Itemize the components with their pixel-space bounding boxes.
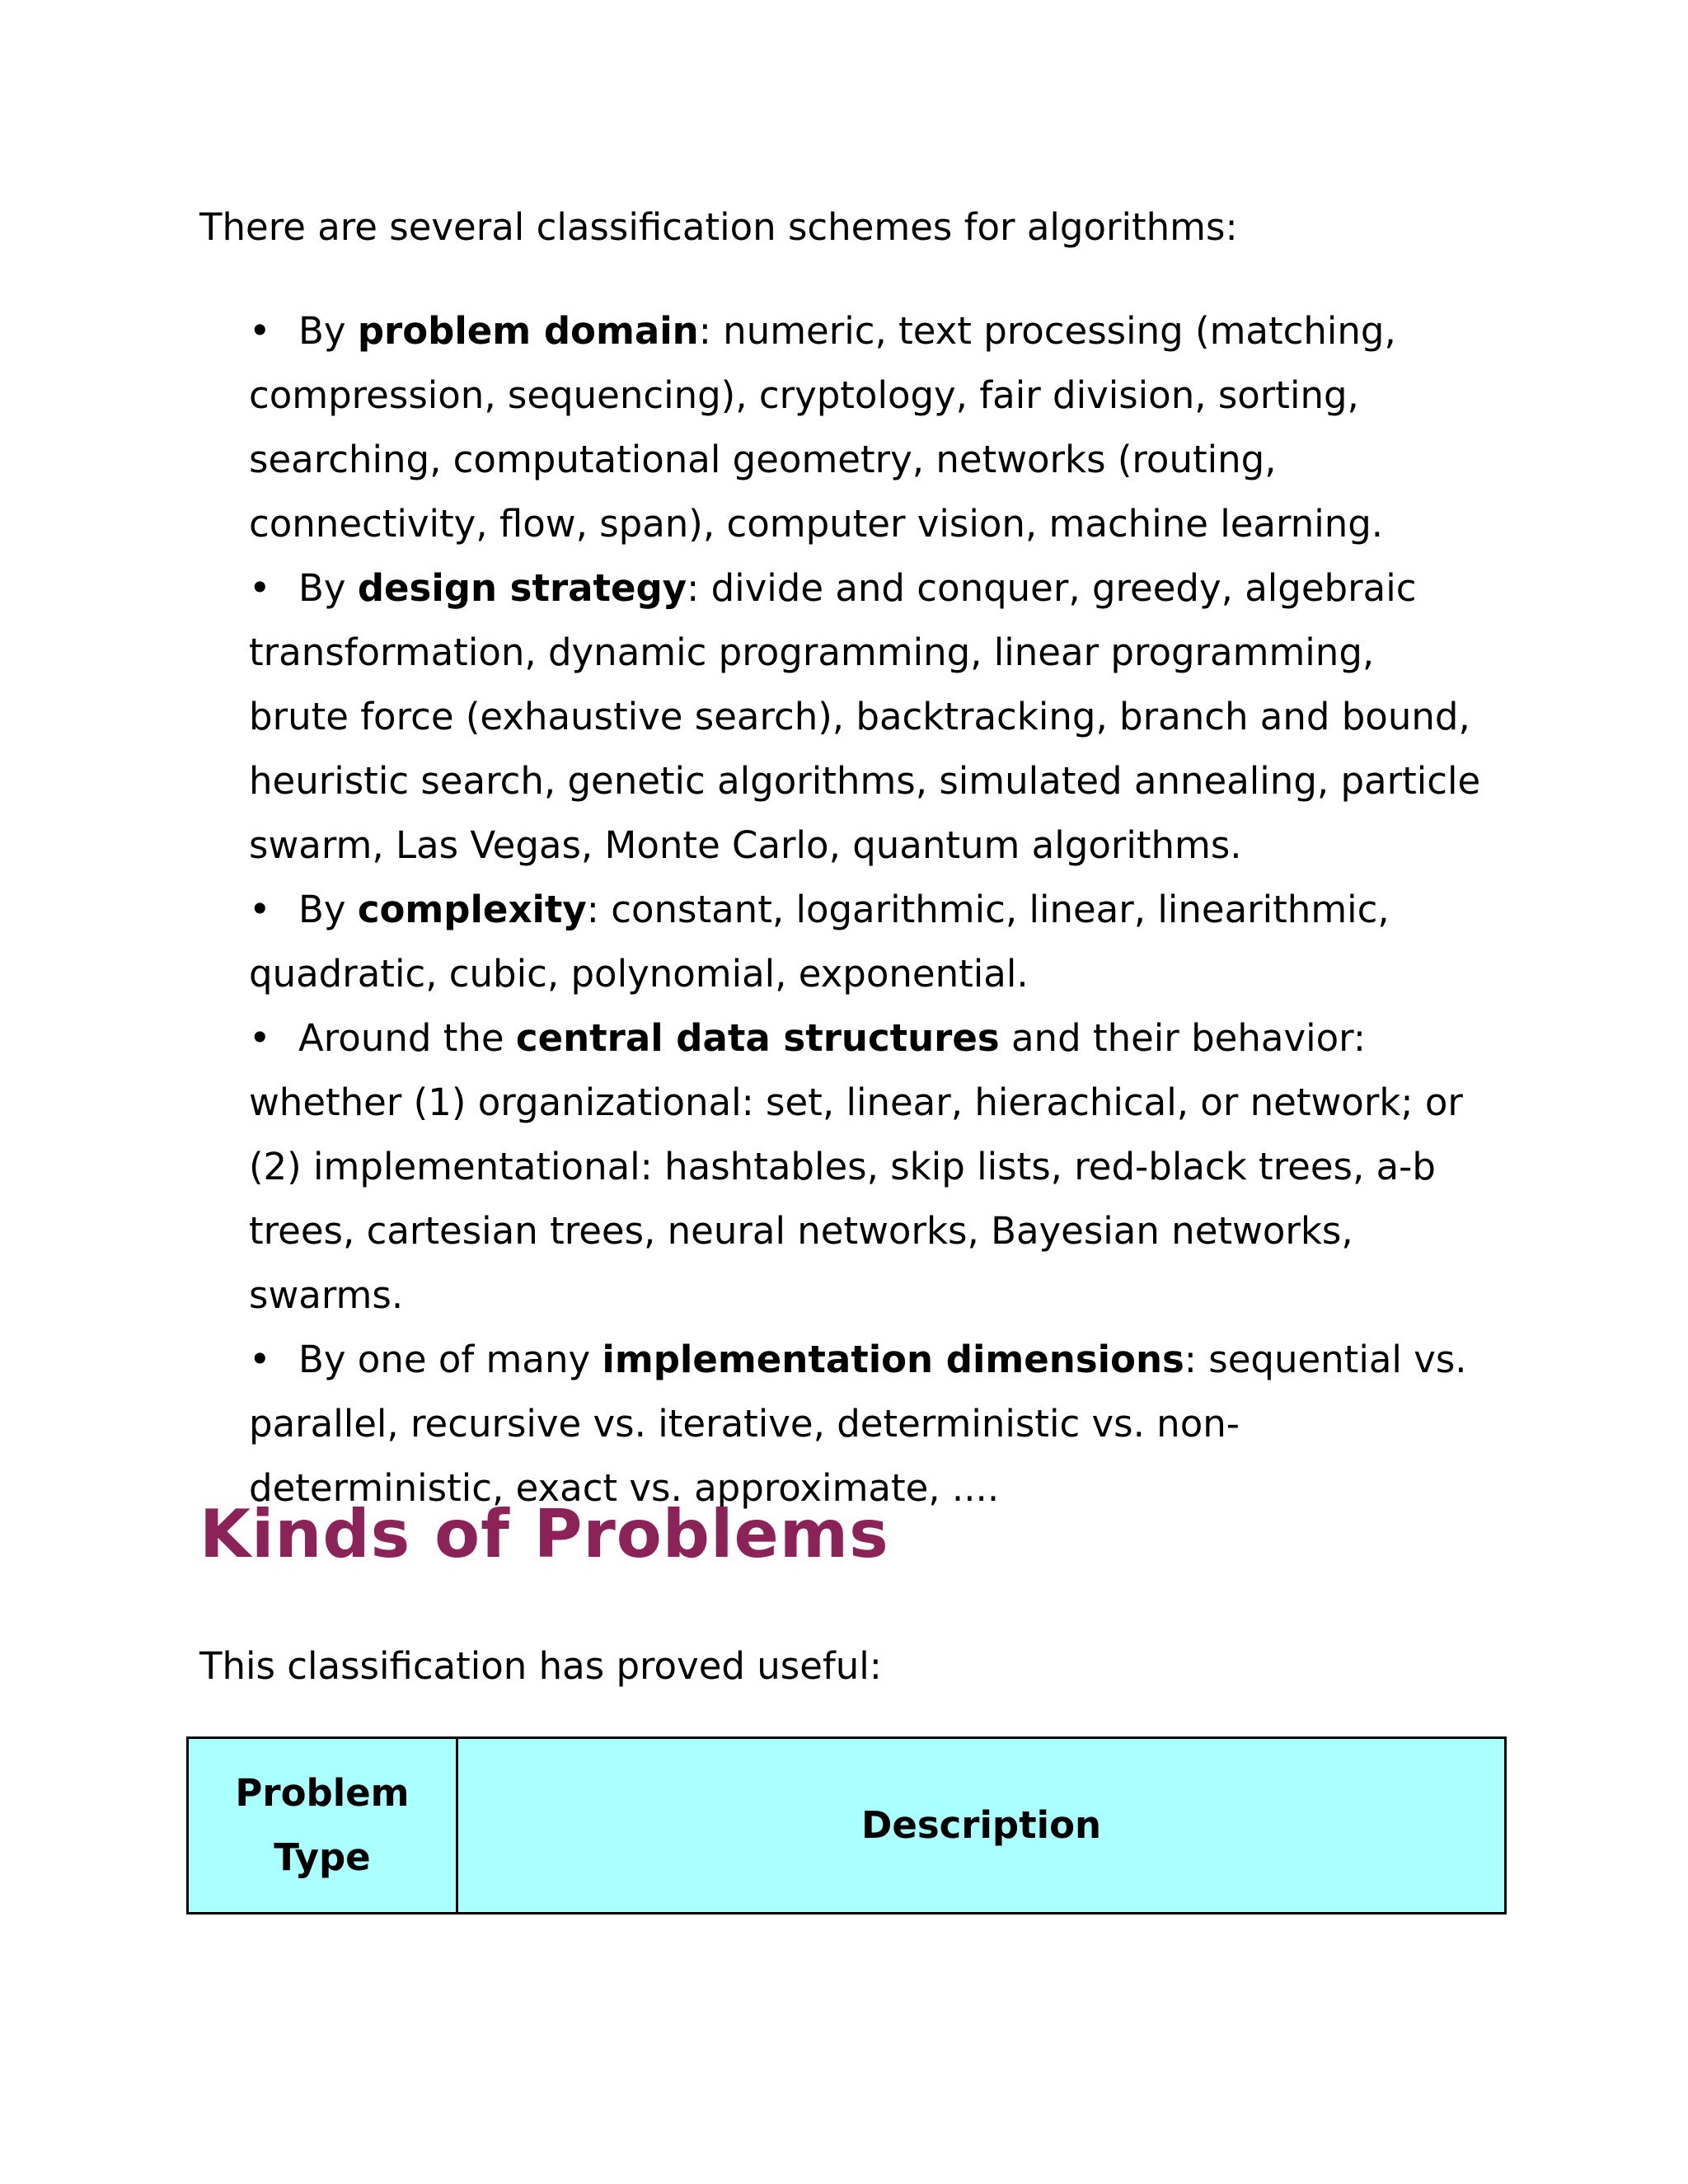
column-header-description: Description <box>457 1738 1506 1914</box>
list-item <box>249 299 1485 556</box>
list-item <box>249 878 1485 1006</box>
list-item <box>249 1328 1485 1521</box>
bullet-prefix: By <box>298 888 358 931</box>
problem-types-table <box>186 1736 1507 1915</box>
section-heading: Kinds of Problems <box>199 1496 889 1572</box>
bullet-prefix: By one of many <box>298 1338 603 1381</box>
table-header-row <box>188 1738 1506 1914</box>
bullet-term: problem domain <box>357 309 699 353</box>
section-intro-paragraph: This classification has proved useful: <box>199 1644 882 1688</box>
bullet-term: complexity <box>357 888 587 931</box>
classification-list <box>249 299 1485 1521</box>
bullet-text: : sequential vs. parallel, recursive vs. iterative, deterministic vs. non-deterministic, exact vs. approximate, .... <box>249 1338 1467 1510</box>
bullet-term: design strategy <box>357 566 687 610</box>
bullet-icon: • <box>249 566 271 610</box>
column-header-problem-type: Problem Type <box>188 1738 457 1914</box>
bullet-icon: • <box>249 309 271 353</box>
bullet-text: : constant, logarithmic, linear, linearithmic, quadratic, cubic, polynomial, exponential. <box>249 888 1390 996</box>
bullet-term: implementation dimensions <box>602 1338 1184 1381</box>
bullet-text: : divide and conquer, greedy, algebraic transformation, dynamic programming, linear programming, brute force (exhaustive search), backtracking, branch and bound, heuristic search, genetic algorithms, simulated annealing, particle swarm, Las Vegas, Monte Carlo, quantum algorithms. <box>249 566 1481 867</box>
bullet-icon: • <box>249 1016 271 1060</box>
bullet-text: : numeric, text processing (matching, compression, sequencing), cryptology, fair division, sorting, searching, computational geometry, networks (routing, connectivity, flow, span), computer vision, machine learning. <box>249 309 1396 546</box>
bullet-icon: • <box>249 888 271 931</box>
bullet-text: and their behavior: whether (1) organizational: set, linear, hierachical, or network; or (2) implementational: hashtables, skip lists, red-black trees, a-b trees, cartesian trees, neural networks, Bayesian networks, swarms. <box>249 1016 1463 1317</box>
bullet-prefix: By <box>298 309 358 353</box>
intro-paragraph: There are several classification schemes for algorithms: <box>199 205 1238 249</box>
bullet-prefix: Around the <box>298 1016 516 1060</box>
bullet-prefix: By <box>298 566 358 610</box>
list-item <box>249 556 1485 878</box>
bullet-icon: • <box>249 1338 271 1381</box>
list-item <box>249 1006 1485 1328</box>
bullet-term: central data structures <box>515 1016 1000 1060</box>
